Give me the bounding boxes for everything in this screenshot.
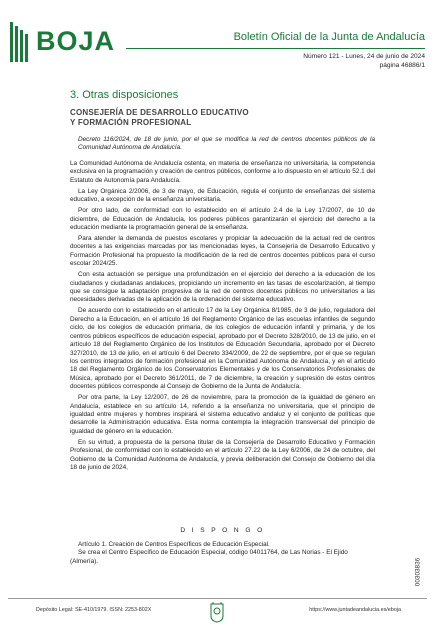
page-number: página 46886/1	[379, 62, 425, 69]
paragraph: Para atender la demanda de puestos escolares y propiciar la adecuación de la actual red de centros docentes a las exigencias marcadas por las mencionadas leyes, la Consejería de Desarrollo Educativo y Formación Profesional ha propuesto la modificación de la red de centros docentes públicos para el curso escolar 2024/25.	[70, 235, 375, 268]
paragraph: La Ley Orgánica 2/2006, de 3 de mayo, de Educación, regula el conjunto de enseñanzas del sistema educativo, a excepción de la enseñanza universitaria.	[70, 187, 375, 204]
issue-number: Número 121 - Lunes, 24 de junio de 2024	[303, 53, 425, 60]
section-title: 3. Otras disposiciones	[70, 89, 179, 101]
paragraph: Con esta actuación se persigue una profundización en el ejercicio del derecho a la educación de los ciudadanos y ciudadanas andaluces, propiciando un incremento en las tasas de escolarización, al tiempo que se consigue la adaptación progresiva de la red de centros docentes públicos no universitarios a las necesidades derivadas de la aplicación de la ordenación del sistema educativo.	[70, 271, 375, 304]
paragraph: La Comunidad Autónoma de Andalucía ostenta, en materia de enseñanza no universitaria, la competencia exclusiva en la programación y creación de centros públicos, conforme a lo dispuesto en el artículo 52.1 del Estatuto de Autonomía para Andalucía.	[70, 160, 375, 184]
boja-logo: BOJA	[36, 26, 116, 56]
document-code-text: 00303836	[414, 557, 422, 587]
paragraph: En su virtud, a propuesta de la persona titular de la Consejería de Desarrollo Educativo y Formación Profesional, de conformidad con lo establecido en el artículo 27.22 de la Ley 6/2006, de 24 de octubre, del Gobierno de la Comunidad Autónoma de Andalucía, y previa deliberación del Consejo de Gobierno del día 18 de junio de 2024,	[70, 438, 375, 471]
article-text: Se crea el Centro Específico de Educación Especial, código 04011764, de Las Norias - El Ejido (Almería).	[70, 549, 348, 565]
article-1	[70, 541, 375, 566]
document-body	[70, 160, 375, 475]
article-heading: Artículo 1. Creación de Centros Específicos de Educación Especial.	[78, 541, 270, 548]
boja-url-link[interactable]: https://www.juntadeandalucia.es/eboja	[309, 607, 401, 613]
paragraph: Por otra parte, la Ley 12/2007, de 26 de noviembre, para la promoción de la igualdad de género en Andalucía, establece en su artículo 14, referido a la enseñanza no universitaria, que el principio de igualdad entre mujeres y hombres inspirará el sistema educativo andaluz y el conjunto de políticas que desarrolle la Administración educativa. Esta norma contempla la integración transversal del principio de igualdad de género en la educación.	[70, 394, 375, 435]
header-divider	[126, 48, 425, 49]
bulletin-title: Boletín Oficial de la Junta de Andalucía	[233, 31, 425, 43]
junta-emblem-icon	[205, 600, 229, 624]
footer-divider	[8, 598, 427, 599]
boja-stripes-icon	[8, 22, 32, 62]
document-code	[412, 550, 424, 594]
dispongo-heading: D I S P O N G O	[180, 527, 265, 534]
boja-header	[0, 0, 435, 70]
legal-deposit: Depósito Legal: SE-410/1979. ISSN: 2253-802X	[36, 607, 152, 613]
paragraph: De acuerdo con lo establecido en el artículo 17 de la Ley Orgánica 8/1985, de 3 de julio, reguladora del Derecho a la Educación, en el artículo 16 del Reglamento Orgánico de las escuelas infantiles de segundo ciclo, de los colegios de educación primaria, de los colegios de educación infantil y primaria, y de los centros públicos específicos de educación especial, aprobado por el Decreto 328/2010, de 13 de julio, en el artículo 18 del Reglamento Orgánico de los Institutos de Educación Secundaria, aprobado por el Decreto 327/2010, de 13 de julio, en el artículo 6 del Decreto 334/2009, de 22 de septiembre, por el que se regulan los centros integrados de formación profesional en la Comunidad Autónoma de Andalucía, y en el artículo 18 del Reglamento Orgánico de los Conservatorios Elementales y de los Conservatorios Profesionales de Música, aprobado por el Decreto 361/2011, de 7 de diciembre, la creación y supresión de estos centros docentes públicos corresponde al Consejo de Gobierno de la Junta de Andalucía.	[70, 307, 375, 391]
paragraph: Por otro lado, de conformidad con lo establecido en el artículo 2.4 de la Ley 17/2007, de 10 de diciembre, de Educación de Andalucía, los poderes públicos garantizarán el ejercicio del derecho a la educación mediante la programación general de la enseñanza.	[70, 207, 375, 232]
department-text: CONSEJERÍA DE DESARROLLO EDUCATIVO Y FORMACIÓN PROFESIONAL	[70, 108, 249, 127]
decree-title: Decreto 116/2024, de 18 de junio, por el que se modifica la red de centros docentes públicos de la Comunidad Autónoma de Andalucía.	[78, 136, 375, 152]
department-name	[70, 108, 370, 128]
